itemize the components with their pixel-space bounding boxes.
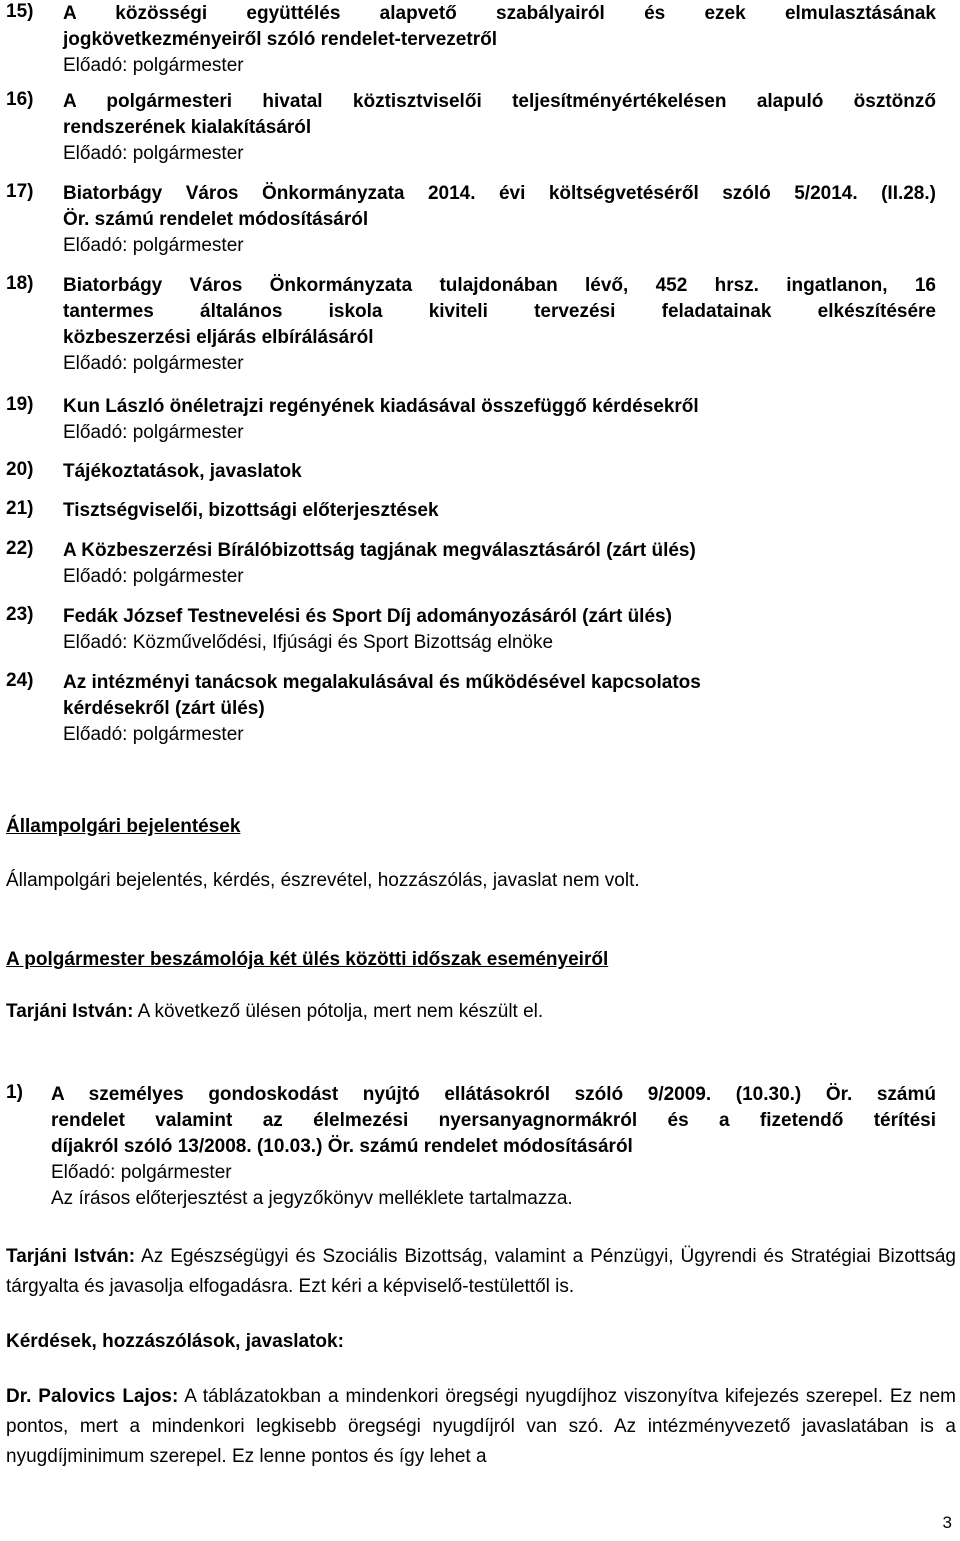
item-title-line: Biatorbágy Város Önkormányzata tulajdonában lévő, 452 hrsz. ingatlanon, 16 bbox=[63, 275, 936, 296]
item-number: 24) bbox=[6, 670, 34, 691]
item-title-line: A személyes gondoskodást nyújtó ellátásokról szóló 9/2009. (10.30.) Ör. számú bbox=[51, 1084, 936, 1105]
tarjani-statement bbox=[6, 1242, 956, 1302]
agenda-item-19 bbox=[6, 394, 936, 446]
mayor-report-heading: A polgármester beszámolója két ülés közötti időszak eseményeiről bbox=[6, 949, 609, 970]
item-title-line: rendelet valamint az élelmezési nyersanyagnormákról és a fizetendő térítési bbox=[51, 1110, 936, 1131]
item-presenter: Előadó: polgármester bbox=[51, 1162, 232, 1183]
agenda-item-22 bbox=[6, 538, 936, 590]
mayor-report-paragraph bbox=[6, 997, 956, 1027]
item-title-line: jogkövetkezményeiről szóló rendelet-tervezetről bbox=[63, 29, 497, 50]
item-note: Az írásos előterjesztést a jegyzőkönyv melléklete tartalmazza. bbox=[51, 1188, 573, 1209]
agenda-item-1 bbox=[6, 1082, 936, 1212]
item-number: 16) bbox=[6, 89, 34, 110]
item-title-line: A Közbeszerzési Bírálóbizottság tagjának megválasztásáról (zárt ülés) bbox=[63, 540, 696, 561]
item-number: 15) bbox=[6, 1, 34, 22]
citizens-heading: Állampolgári bejelentések bbox=[6, 816, 241, 837]
item-presenter: Előadó: Közművelődési, Ifjúsági és Sport Bizottság elnöke bbox=[63, 632, 554, 653]
questions-heading: Kérdések, hozzászólások, javaslatok: bbox=[6, 1331, 344, 1352]
item-title-line: Fedák József Testnevelési és Sport Díj adományozásáról (zárt ülés) bbox=[63, 606, 672, 627]
item-number: 1) bbox=[6, 1082, 23, 1103]
agenda-item-20 bbox=[6, 459, 936, 485]
agenda-item-17 bbox=[6, 181, 936, 259]
agenda-item-16 bbox=[6, 89, 936, 167]
item-number: 20) bbox=[6, 459, 34, 480]
item-number: 22) bbox=[6, 538, 34, 559]
citizens-text: Állampolgári bejelentés, kérdés, észrevétel, hozzászólás, javaslat nem volt. bbox=[6, 870, 640, 891]
item-number: 23) bbox=[6, 604, 34, 625]
item-number: 18) bbox=[6, 273, 34, 294]
speaker-name: Tarjáni István: bbox=[6, 1246, 136, 1267]
speech-text: A táblázatokban a mindenkori öregségi nyugdíjhoz viszonyítva kifejezés szerepel. Ez nem pontos, mert a mindenkori legkisebb öregségi nyugdíjról van szó. Az intézményvezető javaslatában is a nyugdíjminimum szerepel. Ez lenne pontos és így lehet a bbox=[6, 1386, 956, 1467]
item-number: 17) bbox=[6, 181, 34, 202]
item-presenter: Előadó: polgármester bbox=[63, 422, 244, 443]
speech-text: A következő ülésen pótolja, mert nem készült el. bbox=[133, 1001, 544, 1022]
item-presenter: Előadó: polgármester bbox=[63, 55, 244, 76]
item-presenter: Előadó: polgármester bbox=[63, 724, 244, 745]
agenda-item-21 bbox=[6, 498, 936, 524]
item-presenter: Előadó: polgármester bbox=[63, 235, 244, 256]
item-title-line: Kun László önéletrajzi regényének kiadásával összefüggő kérdésekről bbox=[63, 396, 699, 417]
item-title-line: rendszerének kialakításáról bbox=[63, 117, 312, 138]
speech-text: Az Egészségügyi és Szociális Bizottság, valamint a Pénzügyi, Ügyrendi és Stratégiai Bizottság tárgyalta és javasolja elfogadásra. Ezt kéri a képviselő-testülettől is. bbox=[6, 1246, 957, 1297]
item-title-line: A közösségi együttélés alapvető szabályairól és ezek elmulasztásának bbox=[63, 3, 936, 24]
item-presenter: Előadó: polgármester bbox=[63, 353, 244, 374]
item-title-line: Biatorbágy Város Önkormányzata 2014. évi költségvetéséről szóló 5/2014. (II.28.) bbox=[63, 183, 936, 204]
agenda-item-18 bbox=[6, 273, 936, 377]
item-title-line: díjakról szóló 13/2008. (10.03.) Ör. számú rendelet módosításáról bbox=[51, 1136, 633, 1157]
item-title-line: Az intézményi tanácsok megalakulásával és működésével kapcsolatos bbox=[63, 672, 701, 693]
speaker-name: Tarjáni István: bbox=[6, 1001, 134, 1022]
item-presenter: Előadó: polgármester bbox=[63, 566, 244, 587]
item-title-line: közbeszerzési eljárás elbírálásáról bbox=[63, 327, 374, 348]
item-title-line: Tájékoztatások, javaslatok bbox=[63, 461, 302, 482]
item-title-line: Ör. számú rendelet módosításáról bbox=[63, 209, 369, 230]
item-title-line: Tisztségviselői, bizottsági előterjesztések bbox=[63, 500, 439, 521]
speaker-name: Dr. Palovics Lajos: bbox=[6, 1386, 179, 1407]
agenda-item-15 bbox=[6, 1, 936, 79]
item-number: 19) bbox=[6, 394, 34, 415]
item-title-line: A polgármesteri hivatal köztisztviselői teljesítményértékelésen alapuló ösztönző bbox=[63, 91, 936, 112]
item-title-line: tantermes általános iskola kiviteli tervezési feladatainak elkészítésére bbox=[63, 301, 936, 322]
item-title-line: kérdésekről (zárt ülés) bbox=[63, 698, 265, 719]
agenda-item-24 bbox=[6, 670, 936, 748]
agenda-item-23 bbox=[6, 604, 936, 656]
palovics-statement bbox=[6, 1382, 956, 1472]
page-number: 3 bbox=[942, 1513, 952, 1532]
item-presenter: Előadó: polgármester bbox=[63, 143, 244, 164]
item-number: 21) bbox=[6, 498, 34, 519]
